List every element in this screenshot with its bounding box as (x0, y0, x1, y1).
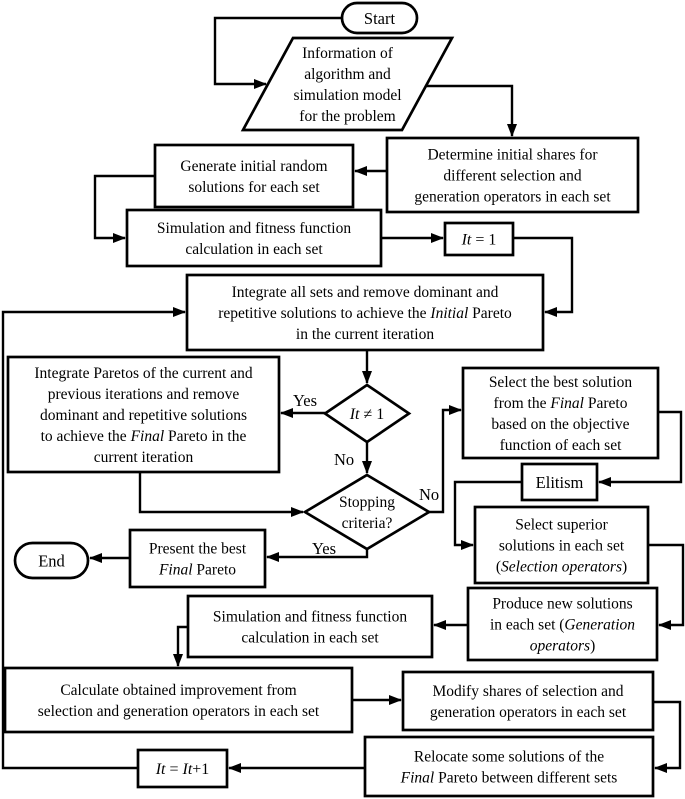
info-input-label: Information of algorithm and simulation model for the problem (293, 44, 402, 125)
relocate-solutions-label: Relocate some solutions of the Final Pareto between different sets (400, 748, 618, 787)
start-label: Start (363, 8, 396, 28)
modify-shares-shape (403, 672, 653, 730)
edge-label-no-2: No (419, 485, 440, 504)
node-elitism (522, 464, 597, 500)
stopping-criteria-decision-shape (305, 475, 429, 549)
it-equals-1-label: It = 1 (461, 231, 497, 249)
determine-shares-label: Determine initial shares for different selection and generation operators in each set (414, 146, 611, 206)
present-best-shape (130, 530, 265, 587)
produce-new-solutions-label: Produce new solutions in each set (Generation operators) (489, 595, 636, 655)
edge-info-to-determine (426, 86, 512, 136)
node-it-increment (138, 750, 227, 787)
edge-sim2-to-calculate (178, 627, 188, 666)
edge-modify-to-relocate (653, 702, 680, 768)
edge-label-no-1: No (334, 450, 355, 469)
generate-initial-label: Generate initial random solutions for each set (180, 157, 328, 196)
select-superior-label: Select superior solutions in each set (Selection operators) (495, 516, 628, 576)
edge-label-yes-3: Yes (312, 539, 337, 558)
node-select-superior (475, 507, 648, 583)
it-not-1-decision-label: It ≠ 1 (349, 406, 385, 424)
node-select-best-solution (463, 368, 658, 458)
simulation-2-shape (188, 596, 432, 657)
node-stopping-criteria-decision (305, 475, 429, 549)
node-integrate-paretos (8, 357, 279, 472)
simulation-2-label: Simulation and fitness function calculation in each set (212, 608, 408, 647)
node-relocate-solutions (365, 737, 653, 796)
node-end (15, 543, 88, 578)
node-simulation-1 (127, 210, 381, 266)
node-it-not-1-decision (325, 385, 409, 442)
node-present-best (130, 530, 265, 587)
node-info-input (243, 38, 452, 130)
node-simulation-2 (188, 596, 432, 657)
edge-integrate-paretos-to-stopping (140, 472, 303, 512)
select-best-solution-label: Select the best solution from the Final Pareto based on the objective function of each set (488, 373, 633, 454)
edge-label-yes-0: Yes (293, 391, 318, 410)
modify-shares-label: Modify shares of selection and generation operators in each set (429, 682, 627, 721)
node-produce-new-solutions (468, 588, 657, 660)
node-integrate-all-sets (187, 275, 543, 350)
node-it-equals-1 (445, 223, 513, 255)
integrate-all-sets-label: Integrate all sets and remove dominant and repetitive solutions to achieve the Initial Pareto in the current iteration (218, 283, 512, 343)
calculate-improvement-label: Calculate obtained improvement from selection and generation operators in each set (37, 681, 320, 720)
generate-initial-shape (155, 145, 353, 207)
integrate-paretos-label: Integrate Paretos of the current and previous iterations and remove dominant and repetitive solutions to achieve the Final Pareto in the current iteration (34, 364, 253, 466)
stopping-criteria-decision-label: Stopping criteria? (339, 493, 395, 532)
node-determine-shares (387, 138, 638, 212)
present-best-label: Present the best Final Pareto (148, 540, 247, 579)
relocate-solutions-shape (365, 737, 653, 796)
node-start (342, 3, 417, 33)
calculate-improvement-shape (5, 668, 352, 732)
it-increment-label: It = It+1 (155, 761, 210, 779)
node-modify-shares (403, 672, 653, 730)
node-generate-initial (155, 145, 353, 207)
elitism-label: Elitism (535, 472, 584, 492)
simulation-1-label: Simulation and fitness function calculation in each set (156, 219, 352, 258)
end-label: End (38, 551, 65, 571)
node-calculate-improvement (5, 668, 352, 732)
